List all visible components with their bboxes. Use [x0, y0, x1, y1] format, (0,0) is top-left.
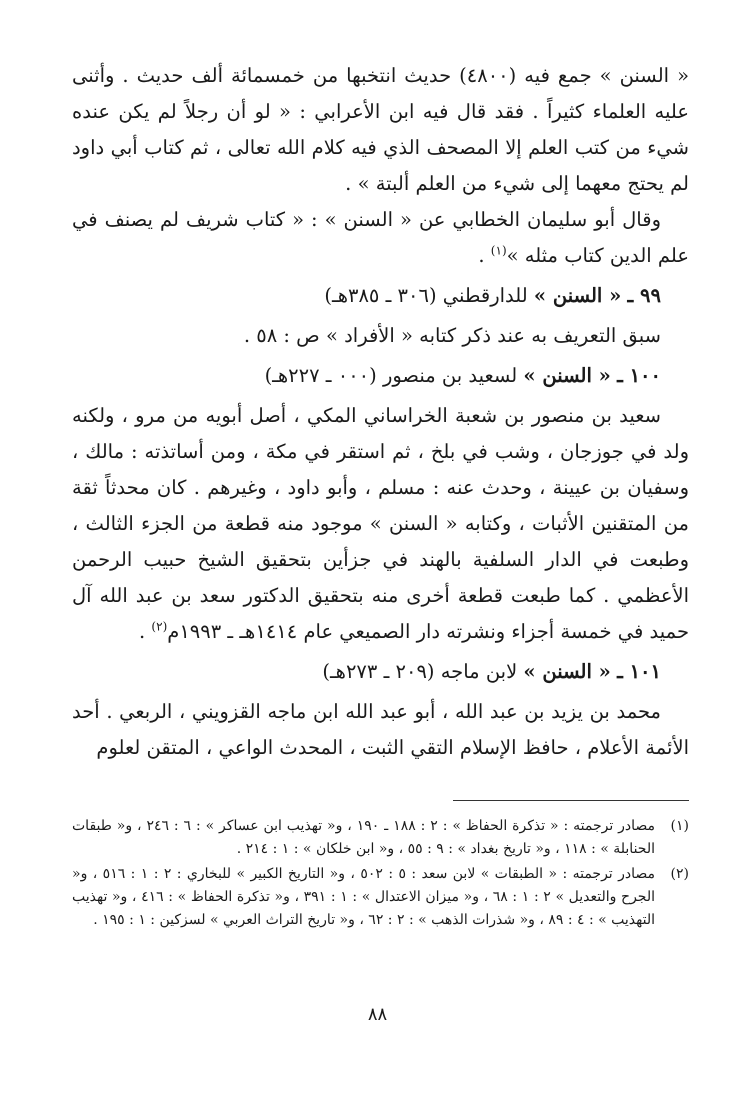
entry-99-text: سبق التعريف به عند ذكر كتابه « الأفراد » ص : ٥٨ .	[243, 324, 661, 347]
footnote-2	[72, 863, 689, 932]
entry-101-text: محمد بن يزيد بن عبد الله ، أبو عبد الله ابن ماجه القزويني ، الربعي . أحد الأئمة الأعلام ، حافظ الإسلام التقي الثبت ، المحدث الواعي ، المتقن لعلوم	[72, 700, 689, 759]
entry-100-title: « السنن »	[523, 364, 611, 387]
footnote-ref-1[interactable]: (١)	[490, 243, 507, 258]
entry-100-number: ١٠٠ ـ	[617, 364, 661, 387]
footnote-divider	[453, 800, 689, 801]
entry-101-title: « السنن »	[523, 660, 611, 683]
footnote-ref-2[interactable]: (٢)	[151, 619, 168, 634]
footnote-1-mark: (١)	[670, 818, 689, 834]
paragraph-khattabi-quote	[72, 202, 689, 274]
entry-101-author: لابن ماجه (٢٠٩ ـ ٢٧٣هـ)	[322, 660, 518, 683]
entry-100-author: لسعيد بن منصور (٠٠٠ ـ ٢٢٧هـ)	[264, 364, 518, 387]
entry-99-author: للدارقطني (٣٠٦ ـ ٣٨٥هـ)	[324, 284, 528, 307]
entry-99-heading	[72, 278, 689, 314]
entry-100-paragraph	[72, 398, 689, 650]
page-number: ٨٨	[367, 1004, 388, 1025]
khattabi-quote-end: .	[478, 244, 491, 267]
entry-100-heading	[72, 358, 689, 394]
footnote-1	[72, 815, 689, 861]
main-text	[72, 58, 689, 766]
footnote-1-text: مصادر ترجمته : « تذكرة الحفاظ » : ٢ : ١٨٨ ـ ١٩٠ ، و« تهذيب ابن عساكر » : ٦ : ٢٤٦ ، و« طبقات الحنابلة » : ١١٨ ، و« تاريخ بغداد » : ٩ : ٥٥ ، و« ابن خلكان » : ١ : ٢١٤ .	[72, 818, 656, 857]
entry-99-number: ٩٩ ـ	[627, 284, 661, 307]
entry-100-end: .	[139, 620, 152, 643]
entry-100-text: سعيد بن منصور بن شعبة الخراساني المكي ، أصل أبويه من مرو ، ولكنه ولد في جوزجان ، وشب في بلخ ، ثم استقر في مكة ، ومن أساتذته : مالك ، وسفيان بن عيينة ، وحدث عنه : مسلم ، وأبو داود ، وغيرهم . كان محدثاً ثقة من المتقنين الأثبات ، وكتابه « السنن » موجود منه قطعة من الجزء الثالث ، وطبعت في الدار السلفية بالهند في جزأين بتحقيق الشيخ حبيب الرحمن الأعظمي . كما طبعت قطعة أخرى منه بتحقيق الدكتور سعد بن عبد الله آل حميد في خمسة أجزاء ونشرته دار الصميعي عام ١٤١٤هـ ـ ١٩٩٣م	[72, 404, 689, 643]
entry-101-heading	[72, 654, 689, 690]
footnotes	[72, 815, 689, 932]
khattabi-quote-text: وقال أبو سليمان الخطابي عن « السنن » : « كتاب شريف لم يصنف في علم الدين كتاب مثله »	[72, 208, 689, 267]
entry-99-title: « السنن »	[533, 284, 622, 307]
paragraph-sunan-abu-dawud: « السنن » جمع فيه (٤٨٠٠) حديث انتخبها من خمسمائة ألف حديث . وأثنى عليه العلماء كثيراً . فقد قال فيه ابن الأعرابي : « لو أن رجلاً لم يكن عنده شيء من كتب العلم إلا المصحف الذي فيه كلام الله تعالى ، ثم كتاب أبي داود لم يحتج معهما إلى شيء من العلم ألبتة » .	[72, 64, 689, 195]
footnote-2-mark: (٢)	[670, 866, 689, 882]
footnote-2-text: مصادر ترجمته : « الطبقات » لابن سعد : ٥ : ٥٠٢ ، و« التاريخ الكبير » للبخاري : ٢ : ١ : ٥١٦ ، و« الجرح والتعديل » ٢ : ١ : ٦٨ ، و« ميزان الاعتدال » : ١ : ٣٩١ ، و« تذكرة الحفاظ » : ٤١٦ ، و« تهذيب التهذيب » : ٤ : ٨٩ ، و« شذرات الذهب » : ٢ : ٦٢ ، و« تاريخ التراث العربي » لسزكين : ١ : ١٩٥ .	[72, 866, 655, 928]
entry-101-number: ١٠١ ـ	[617, 660, 661, 683]
